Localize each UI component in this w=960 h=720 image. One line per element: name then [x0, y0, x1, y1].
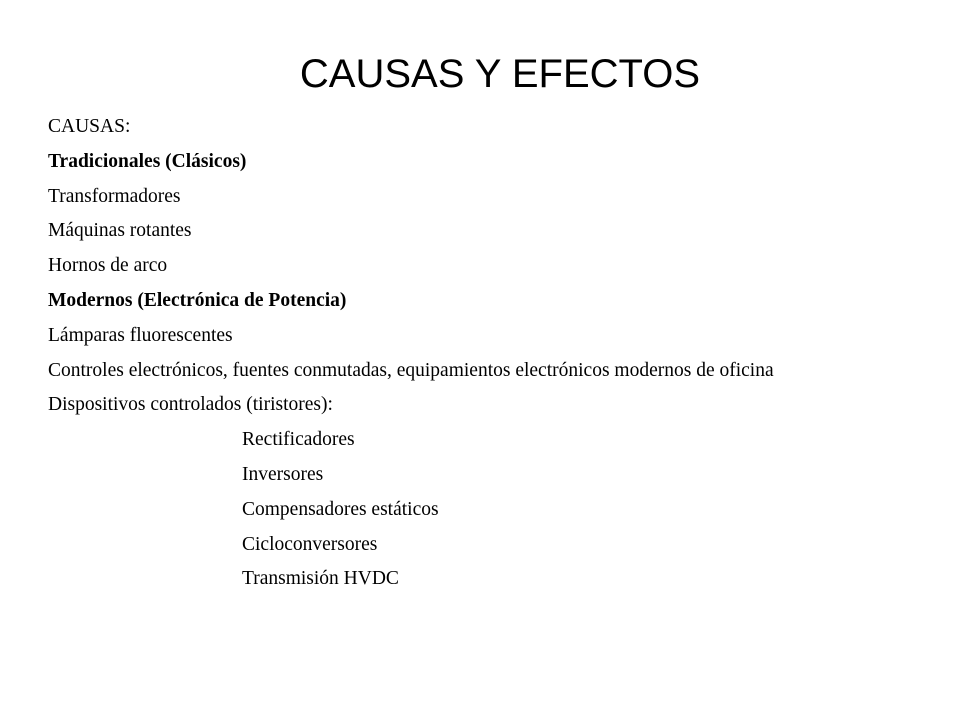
list-item-lamparas-fluorescentes: Lámparas fluorescentes: [48, 324, 233, 346]
tradicionales-heading: Tradicionales (Clásicos): [48, 150, 247, 172]
sublist-item-transmision-hvdc: Transmisión HVDC: [242, 568, 399, 590]
list-item-controles-electronicos: Controles electrónicos, fuentes conmutadas, equipamientos electrónicos modernos de oficina: [48, 359, 774, 381]
list-item-dispositivos-controlados: Dispositivos controlados (tiristores):: [48, 394, 333, 416]
sublist-item-compensadores-estaticos: Compensadores estáticos: [242, 498, 439, 520]
sublist-item-rectificadores: Rectificadores: [242, 429, 355, 451]
sublist-item-inversores: Inversores: [242, 463, 324, 485]
causas-heading: CAUSAS:: [48, 116, 131, 137]
modernos-heading: Modernos (Electrónica de Potencia): [48, 289, 347, 311]
list-item-hornos-de-arco: Hornos de arco: [48, 255, 168, 277]
list-item-transformadores: Transformadores: [48, 185, 181, 207]
sublist-item-cicloconversores: Cicloconversores: [242, 533, 378, 555]
list-item-maquinas-rotantes: Máquinas rotantes: [48, 220, 192, 242]
slide-title: CAUSAS Y EFECTOS: [299, 52, 701, 96]
slide-body: [48, 110, 953, 597]
